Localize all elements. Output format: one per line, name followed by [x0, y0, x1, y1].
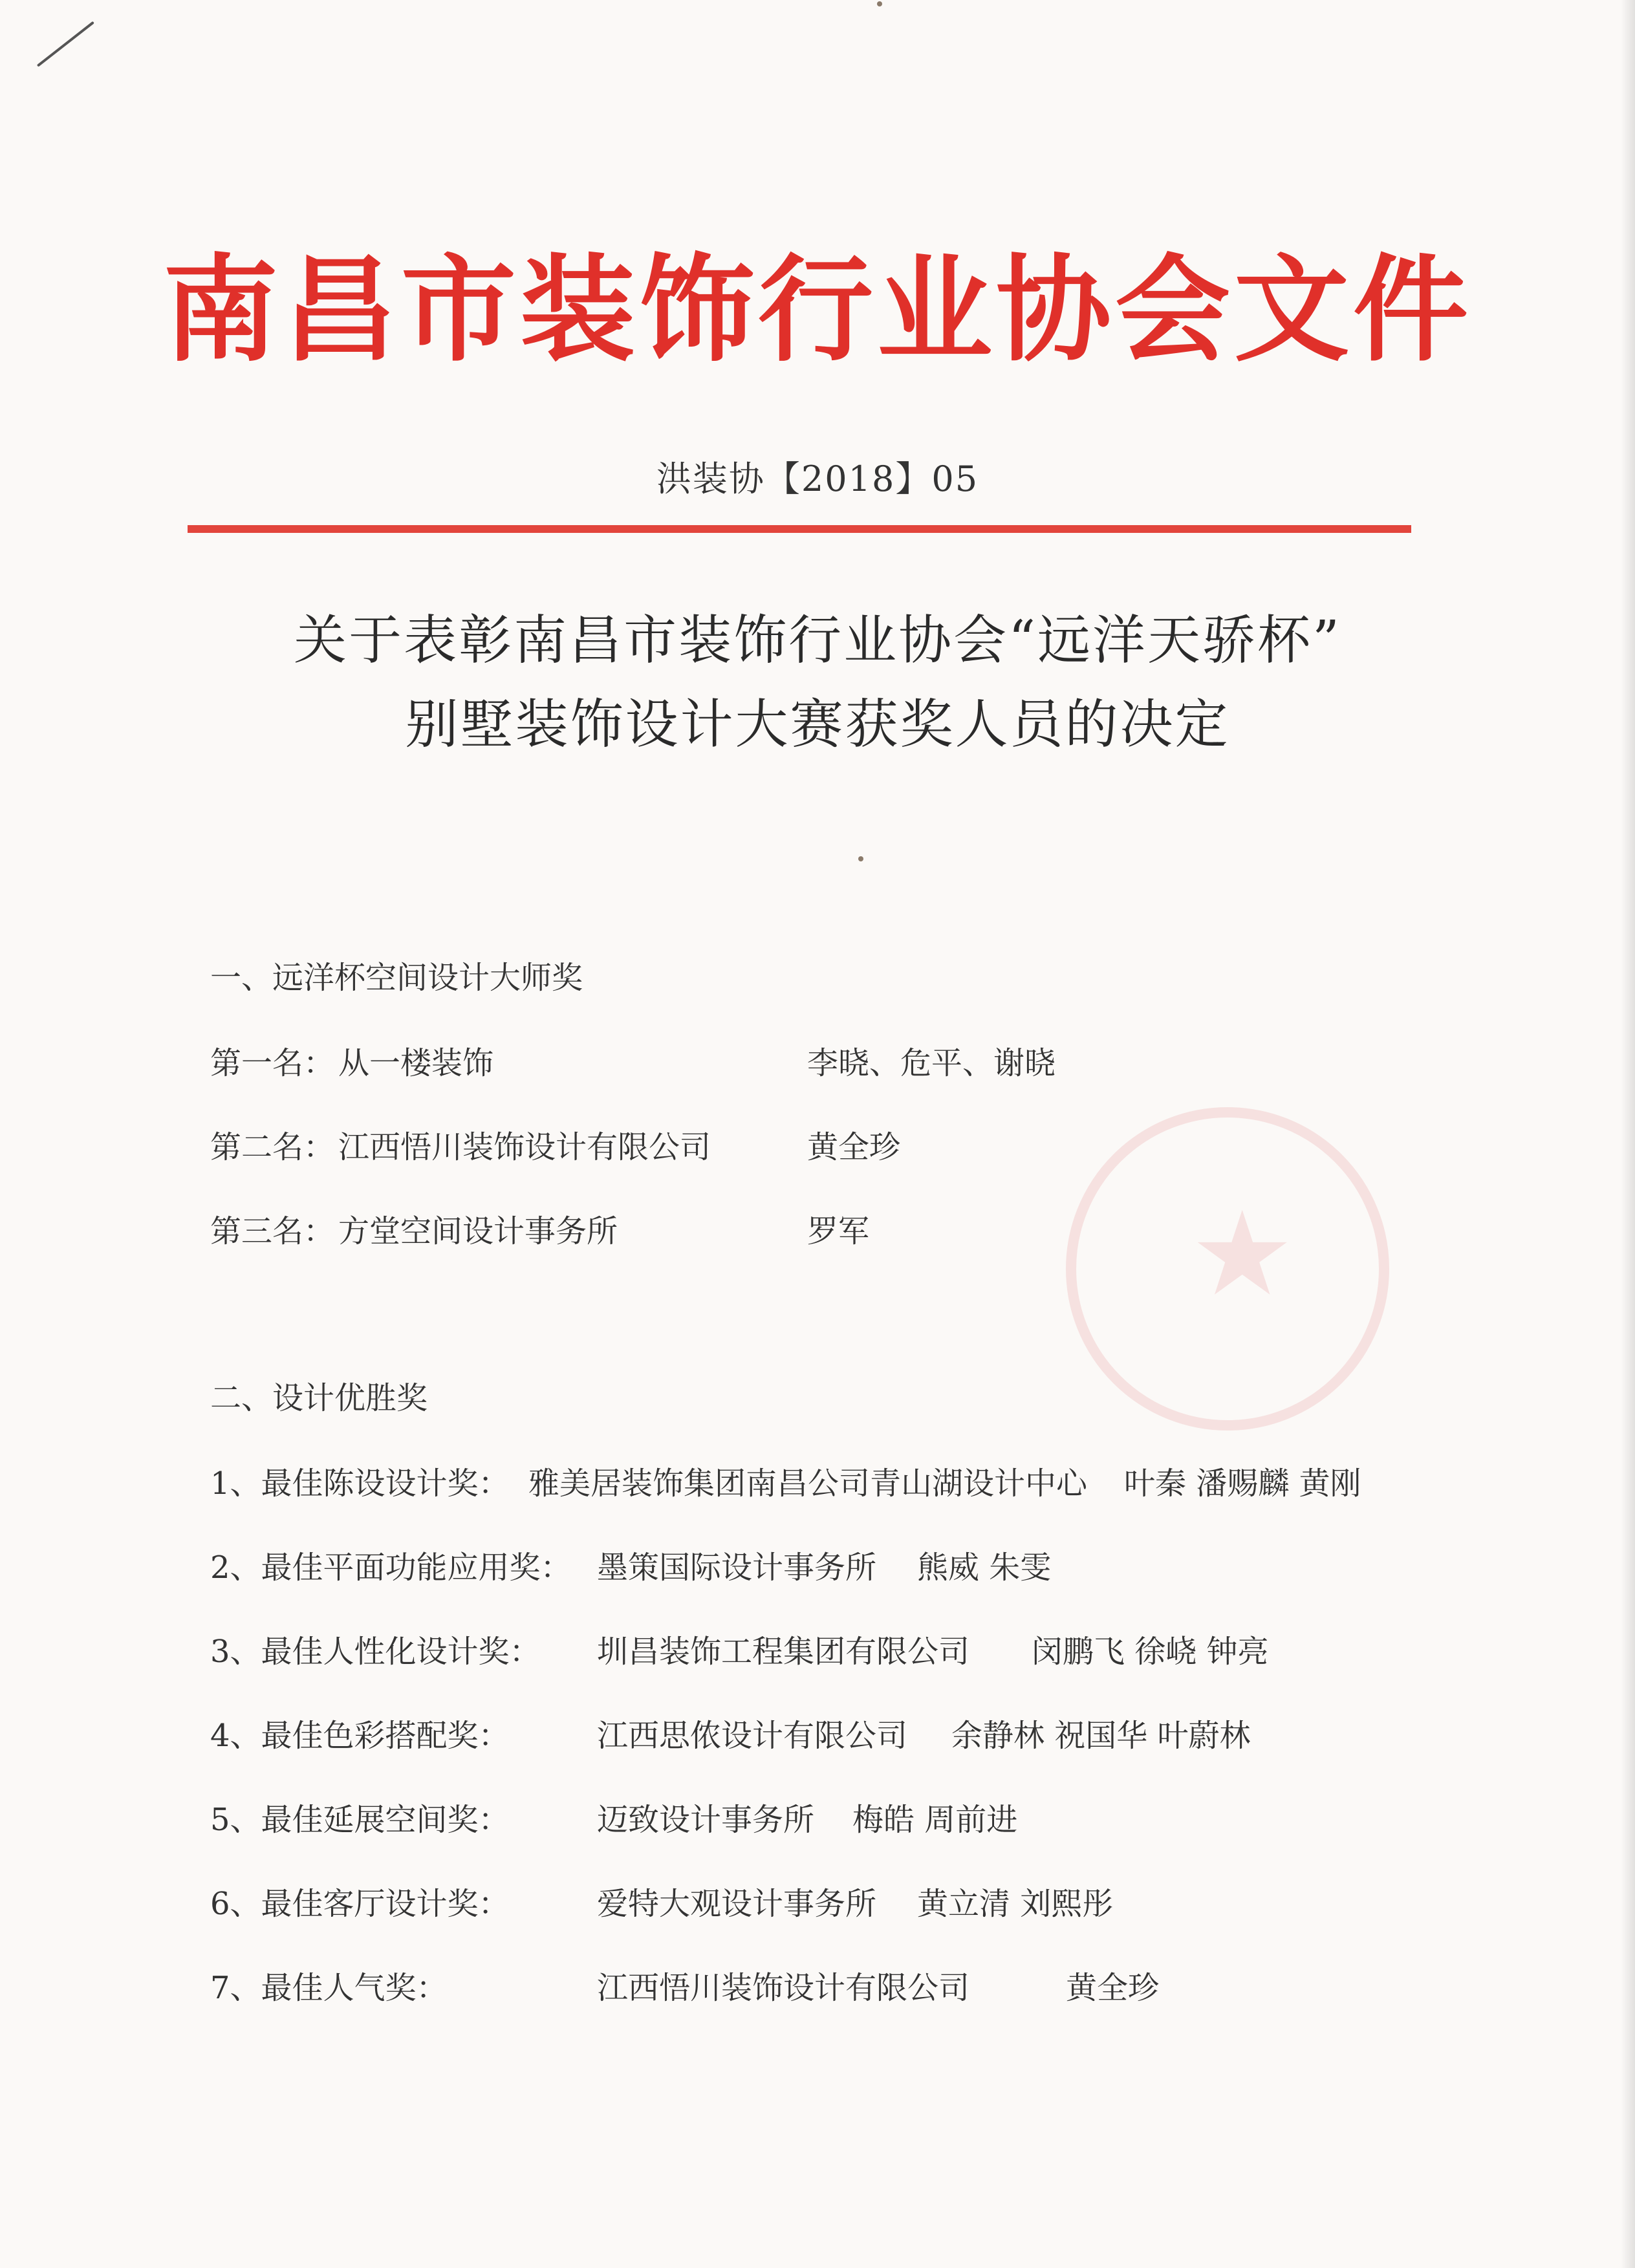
award-category: 6、最佳客厅设计奖： — [210, 1886, 510, 1922]
winner-people: 黄立清 刘熙彤 — [917, 1886, 1114, 1922]
winner-organization: 江西思侬设计有限公司 — [597, 1718, 908, 1754]
winner-people: 李晓、危平、谢晓 — [807, 1045, 1056, 1081]
winner-people: 黄全珍 — [1066, 1970, 1160, 2006]
winner-organization: 雅美居装饰集团南昌公司青山湖设计中心 — [528, 1465, 1088, 1502]
award-category: 3、最佳人性化设计奖： — [210, 1634, 541, 1670]
winner-people: 黄全珍 — [807, 1129, 901, 1165]
pen-stroke-mark — [37, 21, 94, 67]
decision-title-line1: 关于表彰南昌市装饰行业协会“远洋天骄杯” — [294, 610, 1341, 671]
award-category: 5、最佳延展空间奖： — [210, 1802, 510, 1838]
winner-organization: 爱特大观设计事务所 — [597, 1886, 877, 1922]
winner-people: 罗军 — [807, 1213, 870, 1249]
winner-people: 余静林 祝国华 叶蔚林 — [951, 1718, 1251, 1754]
section1-heading: 一、远洋杯空间设计大师奖 — [210, 960, 583, 996]
issuer-header-title: 南昌市装饰行业协会文件 — [163, 242, 1472, 377]
faint-seal-star: ★ — [1190, 1187, 1295, 1322]
award-category: 2、最佳平面功能应用奖： — [210, 1550, 572, 1586]
winner-people: 熊威 朱雯 — [917, 1550, 1052, 1586]
ink-speck — [877, 1, 882, 6]
winner-people: 梅皓 周前进 — [852, 1802, 1018, 1838]
award-category: 1、最佳陈设设计奖： — [210, 1465, 510, 1502]
rank-label: 第一名： — [210, 1045, 335, 1081]
winner-organization: 方堂空间设计事务所 — [338, 1213, 618, 1249]
ink-speck — [858, 856, 863, 861]
winner-organization: 迈致设计事务所 — [597, 1802, 815, 1838]
winner-people: 闵鹏飞 徐峣 钟亮 — [1032, 1634, 1269, 1670]
award-category: 4、最佳色彩搭配奖： — [210, 1718, 510, 1754]
award-category: 7、最佳人气奖： — [210, 1970, 448, 2006]
red-divider-rule — [188, 525, 1411, 533]
winner-people: 叶秦 潘赐麟 黄刚 — [1124, 1465, 1361, 1502]
winner-organization: 江西悟川装饰设计有限公司 — [338, 1129, 711, 1165]
winner-organization: 圳昌装饰工程集团有限公司 — [597, 1634, 970, 1670]
rank-label: 第二名： — [210, 1129, 335, 1165]
winner-organization: 墨策国际设计事务所 — [597, 1550, 877, 1586]
winner-organization: 从一楼装饰 — [338, 1045, 494, 1081]
section2-heading: 二、设计优胜奖 — [210, 1380, 428, 1416]
decision-title-line2: 别墅装饰设计大赛获奖人员的决定 — [405, 694, 1230, 755]
rank-label: 第三名： — [210, 1213, 335, 1249]
document-number: 洪装协【2018】05 — [656, 459, 979, 499]
winner-organization: 江西悟川装饰设计有限公司 — [597, 1970, 970, 2006]
